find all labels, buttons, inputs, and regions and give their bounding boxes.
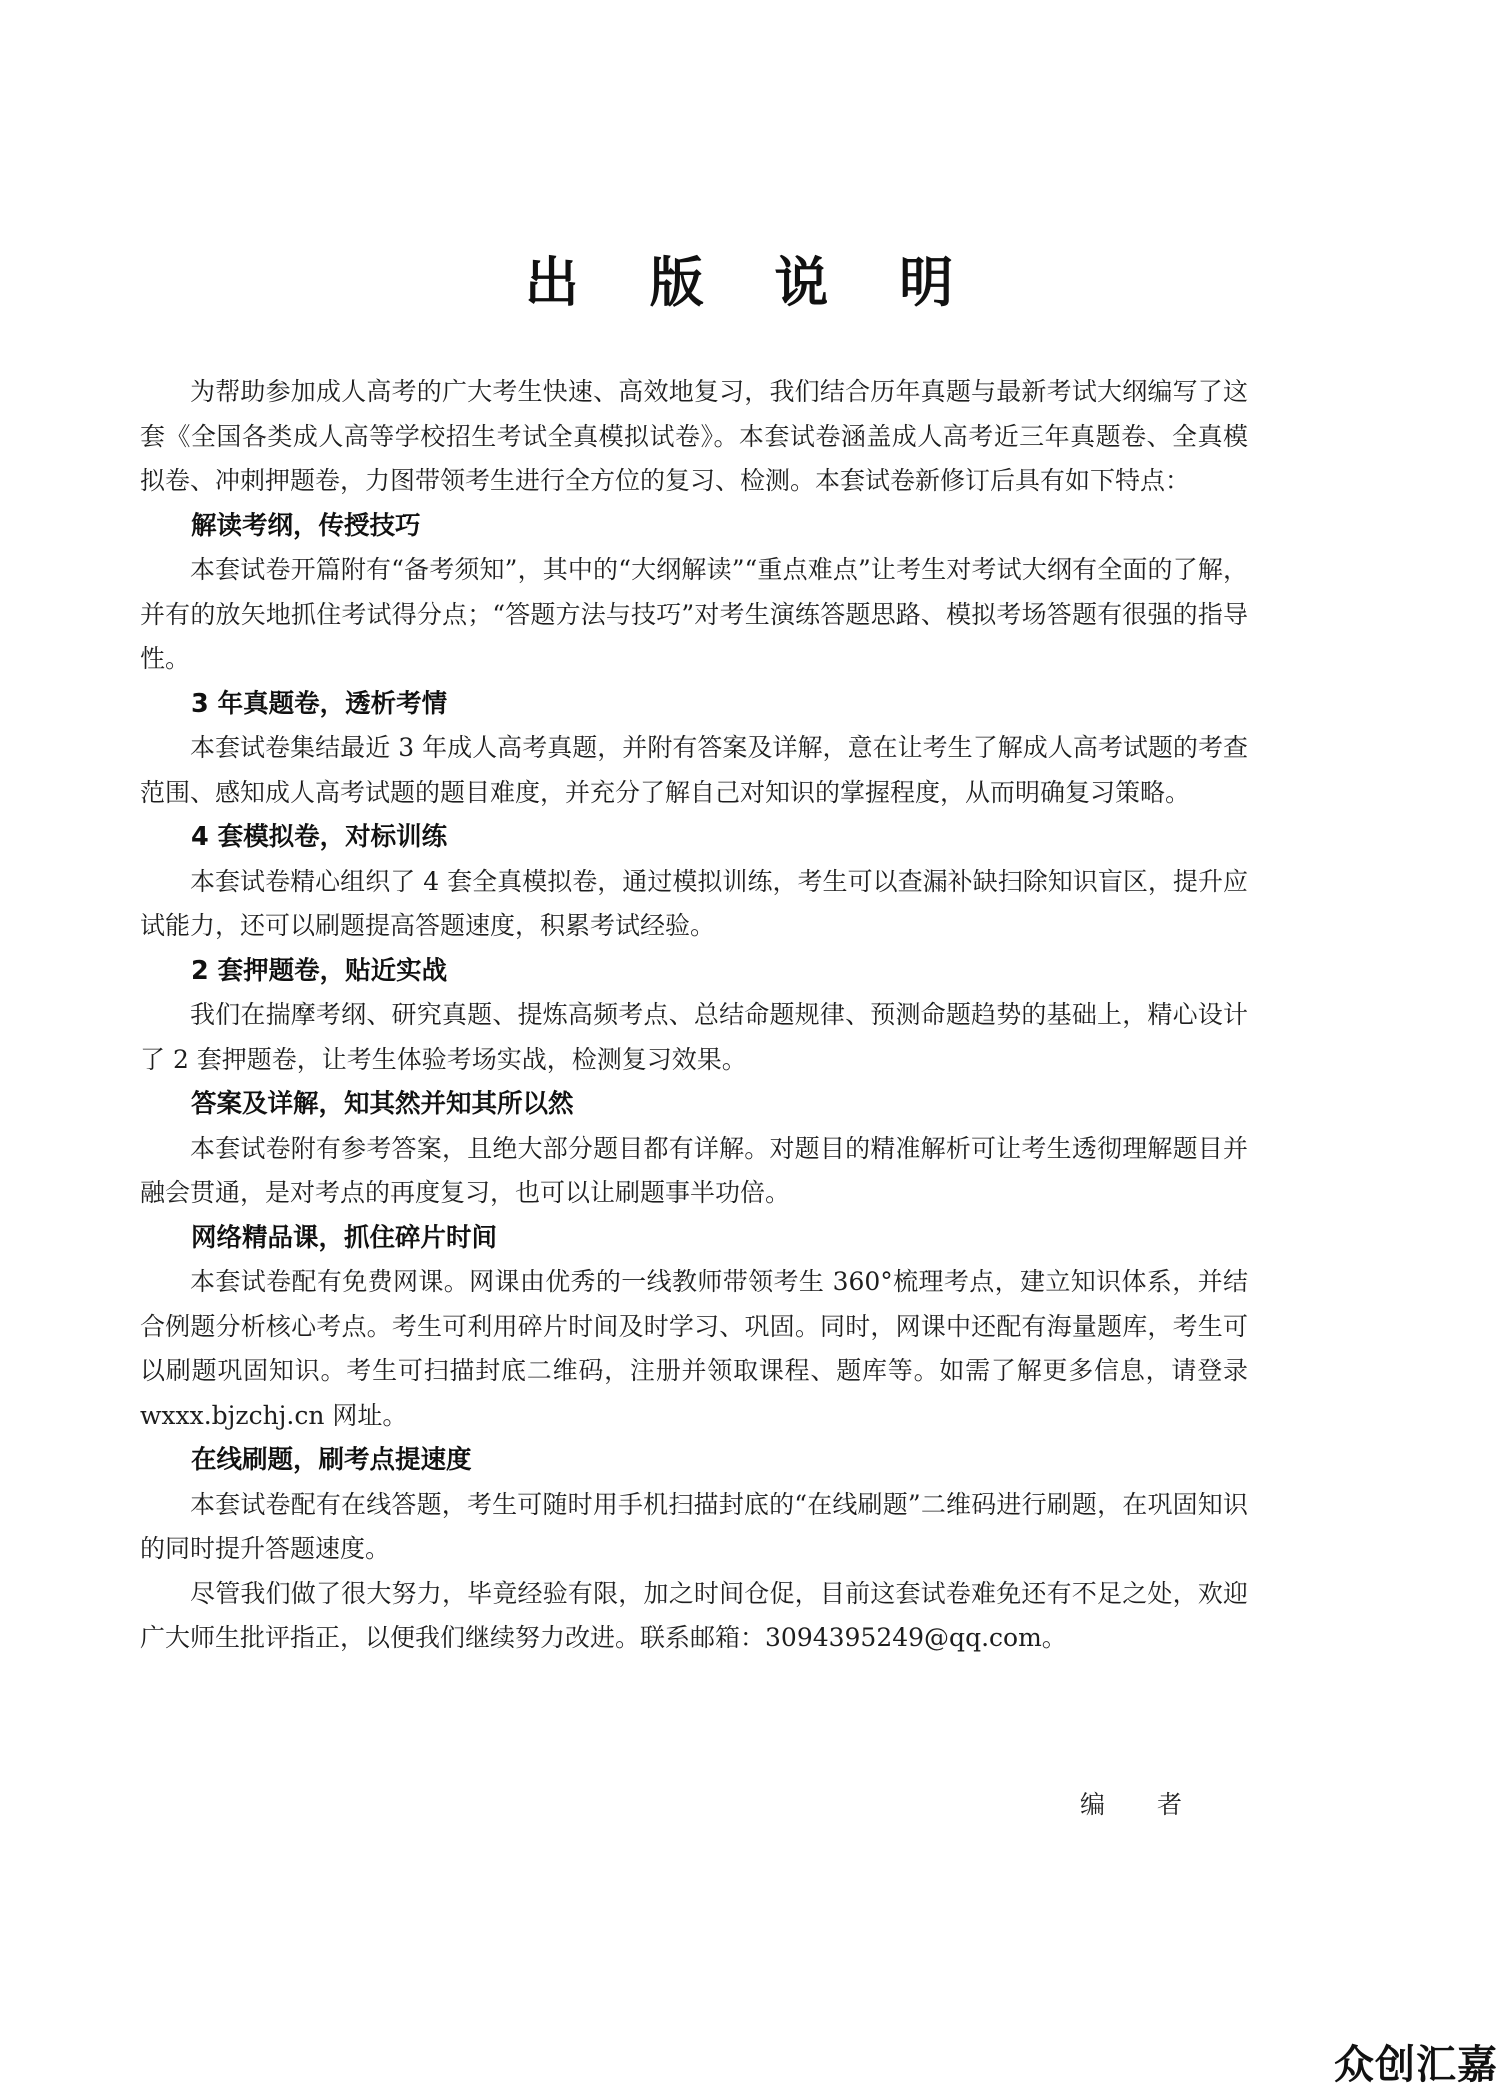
section-heading-5: 答案及详解，知其然并知其所以然 bbox=[191, 1089, 574, 1119]
intro-paragraph: 为帮助参加成人高考的广大考生快速、高效地复习，我们结合历年真题与最新考试大纲编写了这套《全国各类成人高等学校招生考试全真模拟试卷》。本套试卷涵盖成人高考近三年真题卷、全真模拟卷、冲刺押题卷，力图带领考生进行全方位的复习、检测。本套试卷新修订后具有如下特点： bbox=[140, 377, 1248, 495]
editor-signature: 编 者 bbox=[1080, 1790, 1204, 1819]
section-heading-4: 2 套押题卷，贴近实战 bbox=[191, 955, 448, 986]
document-body bbox=[140, 370, 1248, 1661]
brand-watermark: 众创汇嘉 bbox=[1334, 2042, 1498, 2088]
section-text-5: 本套试卷附有参考答案，且绝大部分题目都有详解。对题目的精准解析可让考生透彻理解题目并融会贯通，是对考点的再度复习，也可以让刷题事半功倍。 bbox=[140, 1133, 1248, 1207]
section-text-2: 本套试卷集结最近 3 年成人高考真题，并附有答案及详解，意在让考生了解成人高考试题的考查范围、感知成人高考试题的题目难度，并充分了解自己对知识的掌握程度，从而明确复习策略。 bbox=[140, 733, 1248, 807]
section-heading-3: 4 套模拟卷，对标训练 bbox=[191, 822, 448, 852]
closing-paragraph: 尽管我们做了很大努力，毕竟经验有限，加之时间仓促，目前这套试卷难免还有不足之处，欢迎广大师生批评指正，以便我们继续努力改进。联系邮箱：3094395249@qq.com。 bbox=[140, 1578, 1248, 1652]
section-text-1: 本套试卷开篇附有“备考须知”，其中的“大纲解读”“重点难点”让考生对考试大纲有全面的了解，并有的放矢地抓住考试得分点；“答题方法与技巧”对考生演练答题思路、模拟考场答题有很强的指导性。 bbox=[140, 555, 1248, 673]
section-text-3: 本套试卷精心组织了 4 套全真模拟卷，通过模拟训练，考生可以查漏补缺扫除知识盲区，提升应试能力，还可以刷题提高答题速度，积累考试经验。 bbox=[140, 866, 1248, 940]
section-heading-1: 解读考纲，传授技巧 bbox=[191, 510, 421, 541]
page-title: 出 版 说 明 bbox=[524, 250, 980, 314]
section-heading-6: 网络精品课，抓住碎片时间 bbox=[191, 1222, 498, 1253]
section-text-7: 本套试卷配有在线答题，考生可随时用手机扫描封底的“在线刷题”二维码进行刷题，在巩固知识的同时提升答题速度。 bbox=[140, 1489, 1248, 1563]
section-text-6: 本套试卷配有免费网课。网课由优秀的一线教师带领考生 360°梳理考点，建立知识体系，并结合例题分析核心考点。考生可利用碎片时间及时学习、巩固。同时，网课中还配有海量题库，考生可以刷题巩固知识。考生可扫描封底二维码，注册并领取课程、题库等。如需了解更多信息，请登录 wxxx.bjzchj.cn 网址。 bbox=[140, 1267, 1248, 1430]
section-heading-7: 在线刷题，刷考点提速度 bbox=[191, 1445, 472, 1475]
section-text-4: 我们在揣摩考纲、研究真题、提炼高频考点、总结命题规律、预测命题趋势的基础上，精心设计了 2 套押题卷，让考生体验考场实战，检测复习效果。 bbox=[140, 1000, 1248, 1074]
section-heading-2: 3 年真题卷，透析考情 bbox=[191, 688, 448, 719]
